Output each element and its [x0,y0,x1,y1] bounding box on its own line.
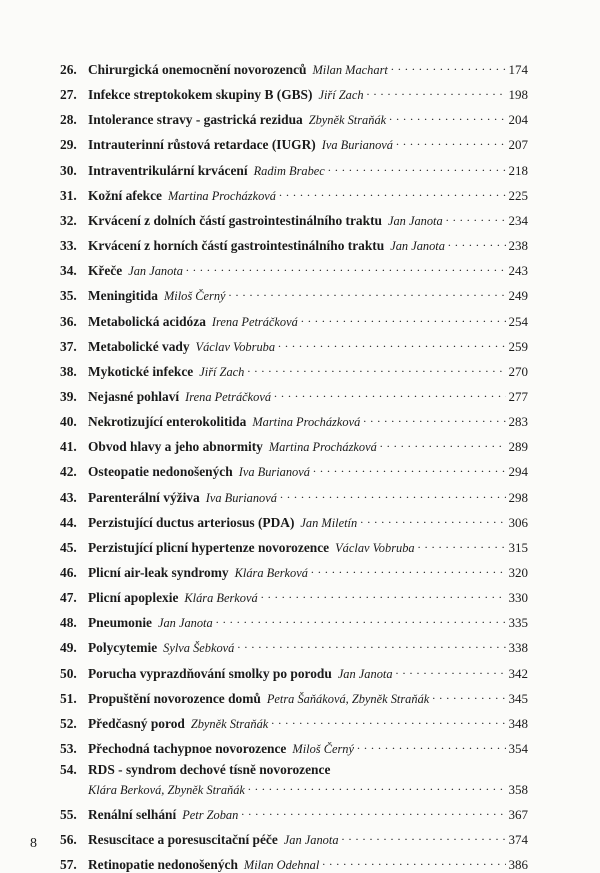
toc-entry-author: Iva Burianová [205,490,277,505]
toc-entry-page: 338 [508,640,528,656]
toc-entry [60,762,528,798]
toc-entry-number: 36. [60,313,77,329]
toc-entry-title: Osteopatie nedonošených [88,464,233,480]
toc-entry-number: 40. [60,414,77,430]
toc-entry-author: Milan Odehnal [243,858,320,873]
toc-entry-title: Renální selhání [88,806,177,822]
toc-entry-page: 330 [508,590,528,606]
toc-entry [60,561,528,581]
toc-entry-page: 270 [508,363,528,379]
toc-entry-title: Parenterální výživa [88,489,200,505]
toc-entry [60,712,528,732]
toc-entry-title: Perzistující ductus arteriosus (PDA) [88,514,295,530]
toc-entry-page: 386 [508,857,528,873]
toc-entry-number: 50. [60,665,77,681]
toc-entry-page: 238 [508,238,528,254]
toc-entry-author: Martina Procházková [268,440,377,455]
dot-leader [248,778,506,794]
dot-leader [311,561,506,577]
toc-entry-number: 56. [60,832,77,847]
dot-leader [274,385,505,401]
toc-entry-page: 174 [508,62,528,77]
toc-entry [60,133,528,153]
dot-leader [360,511,505,527]
toc-entry [60,184,528,204]
dot-leader [391,58,506,74]
toc-entry-title: Chirurgická onemocnění novorozenců [88,62,307,77]
toc-entry-page: 315 [508,539,528,555]
toc-entry [60,58,528,78]
toc-entry-number: 39. [60,388,77,404]
dot-leader [389,108,505,124]
toc-entry-author: Miloš Černý [163,289,226,304]
toc-entry-number: 32. [60,212,77,228]
toc-entry-author: Martina Procházková [168,188,276,203]
toc-entry-number: 46. [60,565,77,580]
toc-entry-author: Milan Machart [312,63,388,77]
toc-entry-page: 259 [508,338,528,354]
toc-entry-author: Klára Berková [234,566,308,580]
toc-entry-author: Jan Janota [283,833,339,847]
toc-entry-author: Zbyněk Straňák [308,113,387,128]
toc-entry-author: Martina Procházková [252,415,361,430]
toc-entry-page: 294 [508,464,528,480]
dot-leader [229,284,506,300]
dot-leader [186,259,506,275]
toc-entry-title: Metabolické vady [88,338,190,354]
toc-entry-title: Propuštění novorozence domů [88,690,261,706]
toc-entry-page: 204 [508,112,528,128]
toc-entry-title: Retinopatie nedonošených [88,857,238,873]
dot-leader [301,310,506,326]
toc-entry [60,83,528,103]
toc-entry [60,636,528,656]
dot-leader [261,586,506,602]
toc-entry-page: 207 [508,137,528,153]
toc-entry-title: Krvácení z dolních částí gastrointestinálního traktu [88,212,382,228]
toc-entry-title: Perzistující plicní hypertenze novorozence [88,539,330,555]
toc-entry-author: Jiří Zach [318,88,364,103]
toc-entry-number: 42. [60,464,77,480]
toc-entry-title: Mykotické infekce [88,363,194,379]
toc-entry [60,159,528,179]
dot-leader [278,335,505,351]
dot-leader [432,687,505,703]
toc-entry-number: 33. [60,238,77,254]
toc-entry-author: Iva Burianová [238,465,310,480]
page-number: 8 [30,836,37,851]
toc-entry-author: Jan Janota [337,666,393,681]
dot-leader [313,460,506,476]
toc-entry-page: 342 [508,665,528,681]
toc-entry-number: 57. [60,857,77,873]
toc-entry [60,853,528,873]
toc-entry-title: Intrauterinní růstová retardace (IUGR) [88,137,316,153]
toc-entry-number: 34. [60,263,77,279]
toc-entry-page: 234 [508,212,528,228]
dot-leader [367,83,506,99]
toc-entry-title: RDS - syndrom dechové tísně novorozence [88,762,331,778]
dot-leader [322,853,505,869]
toc-entry-number: 55. [60,806,77,822]
toc-entry [60,460,528,480]
dot-leader [279,184,506,200]
toc-entry-title: Resuscitace a poresuscitační péče [88,832,278,847]
toc-entry-title: Kožní afekce [88,187,163,203]
dot-leader [446,209,506,225]
dot-leader [216,611,506,627]
toc-entry [60,611,528,631]
dot-leader [280,486,506,502]
toc-entry-author: Jan Janota [157,616,213,631]
toc-entry-number: 35. [60,288,77,304]
toc-entry-title: Infekce streptokokem skupiny B (GBS) [88,87,313,103]
toc-entry-page: 320 [508,565,528,580]
toc-entry [60,511,528,531]
toc-entry-page: 367 [508,806,528,822]
toc-entry-page: 198 [508,87,528,103]
toc-entry-number: 51. [60,690,77,706]
dot-leader [328,159,506,175]
toc-entry-title: Porucha vyprazdňování smolky po porodu [88,665,332,681]
toc-entry-number: 45. [60,539,77,555]
dot-leader [448,234,506,250]
toc-entry-title: Pneumonie [88,615,152,631]
toc-entry-author: Petra Šaňáková, Zbyněk Straňák [266,691,430,706]
toc-entry-title: Předčasný porod [88,715,185,731]
dot-leader [247,360,505,376]
toc-entry [60,108,528,128]
toc-entry-author: Zbyněk Straňák [190,716,269,731]
dot-leader [237,636,505,652]
toc-entry [60,828,528,848]
toc-entry [60,234,528,254]
toc-entry [60,586,528,606]
toc-entry-title: Křeče [88,263,123,279]
toc-entry-page: 354 [508,741,528,757]
toc-entry [60,259,528,279]
toc-entry-title: Plicní apoplexie [88,590,179,606]
toc-entry-number: 37. [60,338,77,354]
toc-entry-title: Přechodná tachypnoe novorozence [88,741,287,757]
toc-entry-author: Jiří Zach [199,364,245,379]
toc-entry [60,803,528,823]
toc-entry [60,737,528,757]
toc-entry [60,284,528,304]
dot-leader [396,133,506,149]
toc-entry-number: 26. [60,62,77,77]
toc-entry-number: 47. [60,590,77,606]
toc-entry-page: 289 [508,439,528,455]
toc-entry-number: 54. [60,762,77,778]
toc-entry-author: Klára Berková [184,591,258,606]
toc-entry-number: 29. [60,137,77,153]
toc-entry-number: 38. [60,363,77,379]
dot-leader [241,803,505,819]
toc-entry-title: Obvod hlavy a jeho abnormity [88,439,263,455]
toc-entry-title: Intraventrikulární krvácení [88,162,248,178]
toc-entry-page: 249 [508,288,528,304]
dot-leader [357,737,506,753]
toc-entry-page: 335 [508,615,528,631]
toc-entry-author: Jan Miletín [300,515,358,530]
toc-entry-number: 41. [60,439,77,455]
toc-entry-title: Polycytemie [88,640,158,656]
toc-entry-title: Nejasné pohlaví [88,388,180,404]
toc-entry-page: 358 [508,782,528,798]
toc-entry-author: Václav Vobruba [195,339,276,354]
toc-entry-page: 348 [508,715,528,731]
toc-entry-title: Metabolická acidóza [88,313,206,329]
toc-entry [60,410,528,430]
toc-entry-page: 218 [508,162,528,178]
toc-entry-author: Iva Burianová [321,138,393,153]
dot-leader [396,662,506,678]
toc-entry-title: Intolerance stravy - gastrická rezidua [88,112,303,128]
toc-entry-page: 283 [508,414,528,430]
toc-entry-number: 44. [60,514,77,530]
toc-entry [60,335,528,355]
toc-entry-title: Krvácení z horních částí gastrointestinálního traktu [88,238,385,254]
toc-entry-author: Irena Petráčková [211,314,298,329]
toc-entry-page: 277 [508,388,528,404]
toc-entry-number: 30. [60,162,77,178]
toc-entry [60,687,528,707]
toc-entry-title: Plicní air-leak syndromy [88,565,229,580]
toc-entry-number: 31. [60,187,77,203]
toc-entry-author: Radim Brabec [253,163,325,178]
toc-entry [60,435,528,455]
dot-leader [271,712,505,728]
dot-leader [363,410,505,426]
toc-entry [60,310,528,330]
toc-entry-page: 243 [508,263,528,279]
toc-entry-page: 306 [508,514,528,530]
toc-entry [60,385,528,405]
toc-entry-page: 374 [508,832,528,847]
toc-entry [60,360,528,380]
toc-entry [60,486,528,506]
toc-entry-author: Petr Zoban [182,807,239,822]
toc-entry [60,662,528,682]
toc-entry-page: 345 [508,690,528,706]
toc-entry-page: 254 [508,313,528,329]
dot-leader [380,435,506,451]
toc-entry-number: 49. [60,640,77,656]
toc-entry-page: 298 [508,489,528,505]
toc-entry-number: 28. [60,112,77,128]
toc-entry-author: Klára Berková, Zbyněk Straňák [88,783,245,798]
toc-entry-number: 48. [60,615,77,631]
toc-entry-author: Jan Janota [387,213,443,228]
toc-entry-title: Nekrotizující enterokolitida [88,414,247,430]
toc-entry-author: Sylva Šebková [163,641,235,656]
toc-entry-author: Miloš Černý [292,742,354,757]
toc-entry-page: 225 [508,187,528,203]
toc-entry [60,209,528,229]
toc-entry-number: 43. [60,489,77,505]
dot-leader [418,536,506,552]
toc-entry [60,536,528,556]
toc-entry-author: Jan Janota [128,264,183,279]
toc-entry-number: 27. [60,87,77,103]
toc-entry-title: Meningitida [88,288,158,304]
dot-leader [342,828,506,844]
toc-entry-number: 53. [60,741,77,757]
toc-entry-author: Jan Janota [390,239,445,254]
toc-entry-author: Irena Petráčková [185,389,272,404]
toc-entry-author: Václav Vobruba [335,540,415,555]
toc-entry-number: 52. [60,715,77,731]
